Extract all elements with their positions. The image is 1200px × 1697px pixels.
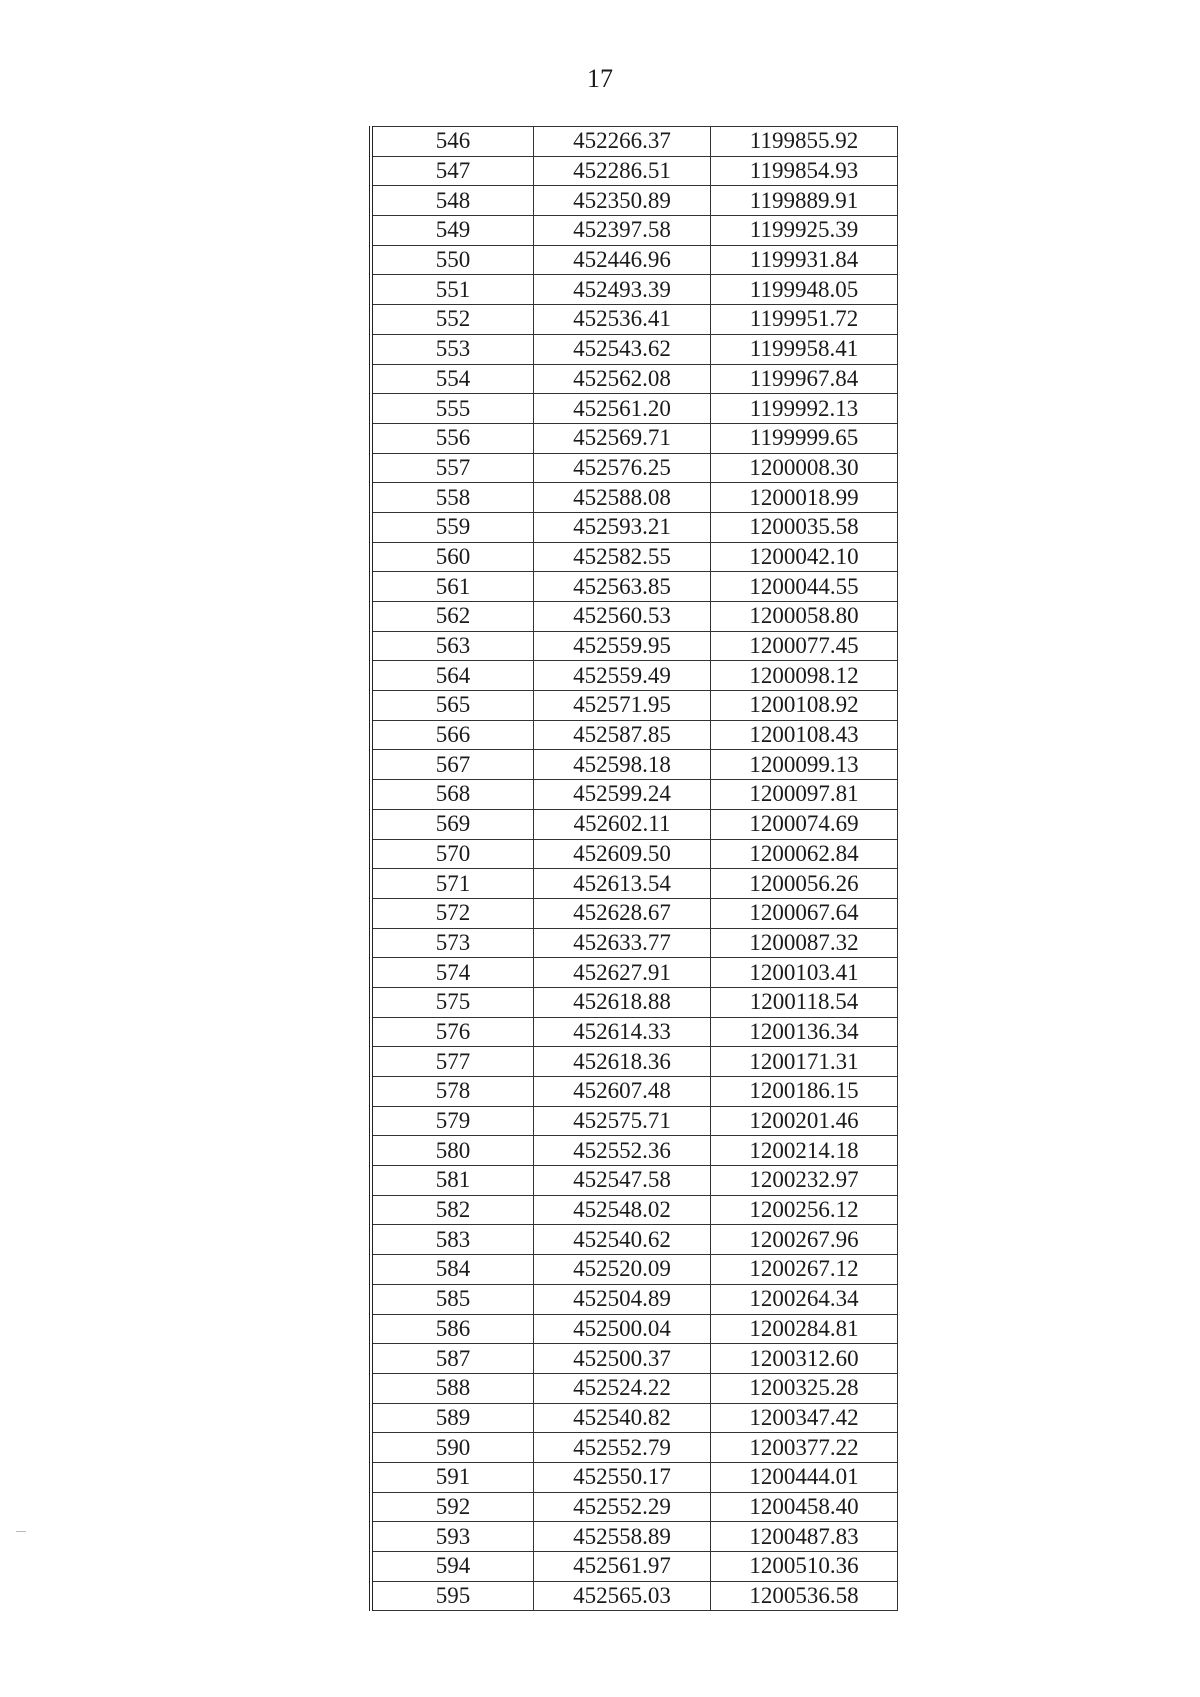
table-row [371,780,898,810]
y-coordinate-cell: 1200098.12 [711,661,898,691]
y-coordinate-cell: 1200077.45 [711,631,898,661]
point-number-cell: 555 [371,394,534,424]
table-row [371,1433,898,1463]
x-coordinate-cell: 452593.21 [534,512,711,542]
y-coordinate-cell: 1199925.39 [711,216,898,246]
y-coordinate-cell: 1200377.22 [711,1433,898,1463]
table-row [371,1522,898,1552]
table-row [371,1344,898,1374]
point-number-cell: 591 [371,1462,534,1492]
y-coordinate-cell: 1200062.84 [711,839,898,869]
table-row [371,631,898,661]
x-coordinate-cell: 452547.58 [534,1166,711,1196]
point-number-cell: 588 [371,1373,534,1403]
y-coordinate-cell: 1200008.30 [711,453,898,483]
table-row [371,1047,898,1077]
table-row [371,216,898,246]
x-coordinate-cell: 452524.22 [534,1373,711,1403]
y-coordinate-cell: 1200347.42 [711,1403,898,1433]
table-row [371,1017,898,1047]
x-coordinate-cell: 452599.24 [534,780,711,810]
x-coordinate-cell: 452627.91 [534,958,711,988]
y-coordinate-cell: 1200087.32 [711,928,898,958]
table-row [371,958,898,988]
y-coordinate-cell: 1200097.81 [711,780,898,810]
y-coordinate-cell: 1200536.58 [711,1581,898,1611]
table-row [371,1225,898,1255]
x-coordinate-cell: 452587.85 [534,720,711,750]
y-coordinate-cell: 1200444.01 [711,1462,898,1492]
y-coordinate-cell: 1199931.84 [711,245,898,275]
point-number-cell: 578 [371,1077,534,1107]
x-coordinate-cell: 452609.50 [534,839,711,869]
y-coordinate-cell: 1200325.28 [711,1373,898,1403]
table-row [371,394,898,424]
point-number-cell: 570 [371,839,534,869]
coordinates-table-body [371,127,898,1611]
point-number-cell: 549 [371,216,534,246]
point-number-cell: 586 [371,1314,534,1344]
point-number-cell: 594 [371,1552,534,1582]
y-coordinate-cell: 1200201.46 [711,1106,898,1136]
table-row [371,839,898,869]
y-coordinate-cell: 1200267.96 [711,1225,898,1255]
point-number-cell: 552 [371,305,534,335]
page-number: 17 [587,64,613,93]
point-number-cell: 584 [371,1255,534,1285]
table-row [371,512,898,542]
table-row [371,1373,898,1403]
y-coordinate-cell: 1200074.69 [711,809,898,839]
point-number-cell: 566 [371,720,534,750]
y-coordinate-cell: 1199967.84 [711,364,898,394]
table-row [371,275,898,305]
x-coordinate-cell: 452520.09 [534,1255,711,1285]
table-row [371,809,898,839]
x-coordinate-cell: 452575.71 [534,1106,711,1136]
point-number-cell: 573 [371,928,534,958]
point-number-cell: 561 [371,572,534,602]
x-coordinate-cell: 452565.03 [534,1581,711,1611]
point-number-cell: 546 [371,127,534,157]
x-coordinate-cell: 452350.89 [534,186,711,216]
point-number-cell: 576 [371,1017,534,1047]
table-row [371,1106,898,1136]
point-number-cell: 569 [371,809,534,839]
point-number-cell: 553 [371,334,534,364]
x-coordinate-cell: 452536.41 [534,305,711,335]
x-coordinate-cell: 452576.25 [534,453,711,483]
x-coordinate-cell: 452540.82 [534,1403,711,1433]
table-row [371,928,898,958]
point-number-cell: 548 [371,186,534,216]
x-coordinate-cell: 452633.77 [534,928,711,958]
x-coordinate-cell: 452266.37 [534,127,711,157]
y-coordinate-cell: 1200214.18 [711,1136,898,1166]
y-coordinate-cell: 1200056.26 [711,869,898,899]
point-number-cell: 565 [371,691,534,721]
y-coordinate-cell: 1199889.91 [711,186,898,216]
table-row [371,1492,898,1522]
x-coordinate-cell: 452552.36 [534,1136,711,1166]
x-coordinate-cell: 452561.97 [534,1552,711,1582]
x-coordinate-cell: 452286.51 [534,156,711,186]
y-coordinate-cell: 1200067.64 [711,898,898,928]
table-row [371,691,898,721]
y-coordinate-cell: 1200018.99 [711,483,898,513]
y-coordinate-cell: 1200264.34 [711,1284,898,1314]
y-coordinate-cell: 1200487.83 [711,1522,898,1552]
y-coordinate-cell: 1200171.31 [711,1047,898,1077]
table-row [371,869,898,899]
y-coordinate-cell: 1199999.65 [711,423,898,453]
table-row [371,423,898,453]
point-number-cell: 556 [371,423,534,453]
y-coordinate-cell: 1200256.12 [711,1195,898,1225]
x-coordinate-cell: 452602.11 [534,809,711,839]
point-number-cell: 568 [371,780,534,810]
y-coordinate-cell: 1200136.34 [711,1017,898,1047]
table-row [371,1255,898,1285]
x-coordinate-cell: 452561.20 [534,394,711,424]
x-coordinate-cell: 452607.48 [534,1077,711,1107]
x-coordinate-cell: 452543.62 [534,334,711,364]
x-coordinate-cell: 452618.36 [534,1047,711,1077]
point-number-cell: 562 [371,602,534,632]
point-number-cell: 583 [371,1225,534,1255]
point-number-cell: 550 [371,245,534,275]
x-coordinate-cell: 452582.55 [534,542,711,572]
point-number-cell: 547 [371,156,534,186]
x-coordinate-cell: 452614.33 [534,1017,711,1047]
y-coordinate-cell: 1199854.93 [711,156,898,186]
coordinates-table [369,126,898,1611]
table-row [371,453,898,483]
y-coordinate-cell: 1200267.12 [711,1255,898,1285]
y-coordinate-cell: 1200035.58 [711,512,898,542]
table-row [371,750,898,780]
x-coordinate-cell: 452598.18 [534,750,711,780]
y-coordinate-cell: 1199948.05 [711,275,898,305]
x-coordinate-cell: 452446.96 [534,245,711,275]
point-number-cell: 592 [371,1492,534,1522]
point-number-cell: 557 [371,453,534,483]
scan-edge-mark [16,1531,26,1532]
x-coordinate-cell: 452558.89 [534,1522,711,1552]
table-row [371,1077,898,1107]
y-coordinate-cell: 1200099.13 [711,750,898,780]
point-number-cell: 572 [371,898,534,928]
y-coordinate-cell: 1200510.36 [711,1552,898,1582]
x-coordinate-cell: 452493.39 [534,275,711,305]
table-row [371,542,898,572]
table-row [371,334,898,364]
y-coordinate-cell: 1199855.92 [711,127,898,157]
point-number-cell: 590 [371,1433,534,1463]
x-coordinate-cell: 452552.79 [534,1433,711,1463]
y-coordinate-cell: 1199958.41 [711,334,898,364]
x-coordinate-cell: 452550.17 [534,1462,711,1492]
point-number-cell: 581 [371,1166,534,1196]
x-coordinate-cell: 452559.49 [534,661,711,691]
table-row [371,305,898,335]
y-coordinate-cell: 1200284.81 [711,1314,898,1344]
x-coordinate-cell: 452540.62 [534,1225,711,1255]
y-coordinate-cell: 1200108.43 [711,720,898,750]
x-coordinate-cell: 452563.85 [534,572,711,602]
table-row [371,1136,898,1166]
y-coordinate-cell: 1200042.10 [711,542,898,572]
point-number-cell: 582 [371,1195,534,1225]
y-coordinate-cell: 1200458.40 [711,1492,898,1522]
table-row [371,1581,898,1611]
x-coordinate-cell: 452504.89 [534,1284,711,1314]
point-number-cell: 564 [371,661,534,691]
point-number-cell: 563 [371,631,534,661]
y-coordinate-cell: 1199951.72 [711,305,898,335]
y-coordinate-cell: 1200108.92 [711,691,898,721]
x-coordinate-cell: 452569.71 [534,423,711,453]
y-coordinate-cell: 1200232.97 [711,1166,898,1196]
x-coordinate-cell: 452500.04 [534,1314,711,1344]
point-number-cell: 589 [371,1403,534,1433]
point-number-cell: 574 [371,958,534,988]
table-row [371,1284,898,1314]
point-number-cell: 580 [371,1136,534,1166]
x-coordinate-cell: 452618.88 [534,987,711,1017]
table-row [371,1195,898,1225]
table-row [371,661,898,691]
point-number-cell: 558 [371,483,534,513]
x-coordinate-cell: 452613.54 [534,869,711,899]
x-coordinate-cell: 452588.08 [534,483,711,513]
point-number-cell: 587 [371,1344,534,1374]
y-coordinate-cell: 1200186.15 [711,1077,898,1107]
y-coordinate-cell: 1200118.54 [711,987,898,1017]
y-coordinate-cell: 1199992.13 [711,394,898,424]
table-row [371,156,898,186]
x-coordinate-cell: 452560.53 [534,602,711,632]
point-number-cell: 559 [371,512,534,542]
table-row [371,186,898,216]
table-row [371,1403,898,1433]
point-number-cell: 551 [371,275,534,305]
x-coordinate-cell: 452552.29 [534,1492,711,1522]
table-row [371,720,898,750]
table-row [371,898,898,928]
table-row [371,572,898,602]
table-row [371,364,898,394]
point-number-cell: 579 [371,1106,534,1136]
point-number-cell: 560 [371,542,534,572]
y-coordinate-cell: 1200312.60 [711,1344,898,1374]
point-number-cell: 567 [371,750,534,780]
point-number-cell: 595 [371,1581,534,1611]
point-number-cell: 554 [371,364,534,394]
y-coordinate-cell: 1200103.41 [711,958,898,988]
point-number-cell: 575 [371,987,534,1017]
point-number-cell: 585 [371,1284,534,1314]
table-row [371,127,898,157]
x-coordinate-cell: 452548.02 [534,1195,711,1225]
table-row [371,1314,898,1344]
x-coordinate-cell: 452559.95 [534,631,711,661]
table-row [371,245,898,275]
point-number-cell: 571 [371,869,534,899]
table-row [371,1166,898,1196]
x-coordinate-cell: 452562.08 [534,364,711,394]
x-coordinate-cell: 452500.37 [534,1344,711,1374]
table-row [371,1462,898,1492]
table-row [371,987,898,1017]
point-number-cell: 593 [371,1522,534,1552]
point-number-cell: 577 [371,1047,534,1077]
x-coordinate-cell: 452628.67 [534,898,711,928]
y-coordinate-cell: 1200044.55 [711,572,898,602]
y-coordinate-cell: 1200058.80 [711,602,898,632]
x-coordinate-cell: 452571.95 [534,691,711,721]
table-row [371,602,898,632]
table-row [371,483,898,513]
x-coordinate-cell: 452397.58 [534,216,711,246]
table-row [371,1552,898,1582]
